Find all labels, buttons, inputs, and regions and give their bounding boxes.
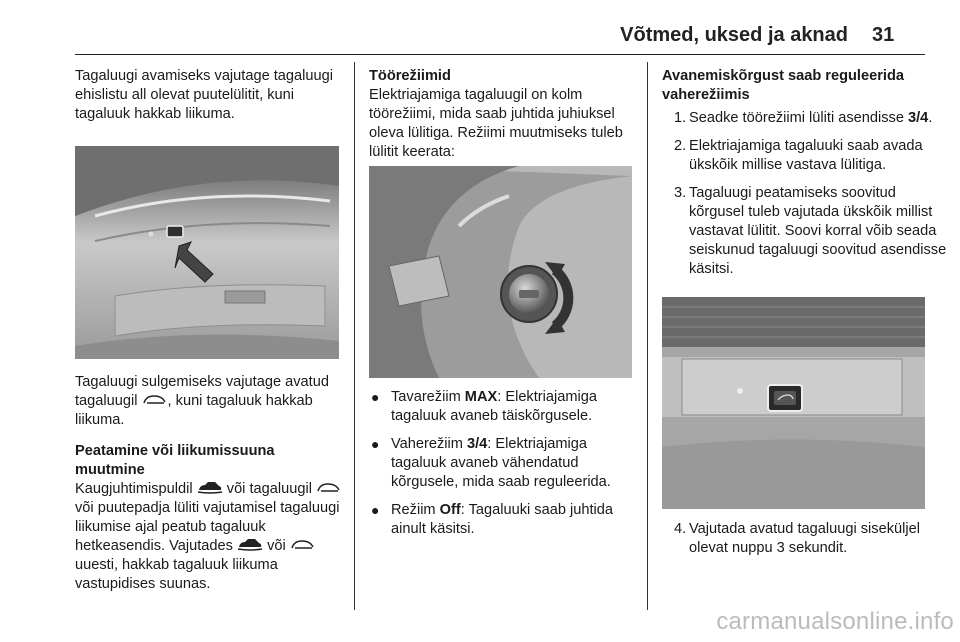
page-title: Võtmed, uksed ja aknad <box>620 24 848 46</box>
tailgate-icon <box>290 538 316 551</box>
tailgate-icon <box>316 481 342 494</box>
column-2 <box>369 67 639 162</box>
list-item: ● Tavarežiim MAX: Elektriajamiga tagaluuk avaneb täiskõrgusele. <box>371 389 597 424</box>
mode-switch-illustration <box>369 166 632 378</box>
list-item: 2. Elektriajamiga tagaluuki saab avada ükskõik millise vastava lülitiga. <box>674 138 923 173</box>
column-3-lower <box>662 520 948 567</box>
car-remote-icon <box>237 538 263 551</box>
list-item: 3. Tagaluugi peatamiseks soovitud kõrgusel tuleb vajutada ükskõik millist vastavat lülitit. Soovi korral võib seada seiskunud tagaluugi soovitud asendisse käsitsi. <box>674 185 947 277</box>
interior-button-illustration <box>662 297 925 509</box>
tailgate-icon <box>142 393 168 406</box>
car-remote-icon <box>197 481 223 494</box>
stop-heading: Peatamine või liikumissuuna muutmine <box>75 443 275 478</box>
column-3 <box>662 67 948 288</box>
modes-heading: Töörežiimid <box>369 68 451 84</box>
height-heading: Avanemiskõrgust saab reguleerida vaherežiimis <box>662 68 904 103</box>
intro-paragraph: Tagaluugi avamiseks vajutage tagaluugi ehislistu all olevat puutelülitit, kuni tagaluuk hakkab liikuma. <box>75 68 333 122</box>
page-number: 31 <box>872 24 895 46</box>
column-1 <box>75 67 347 124</box>
column-divider-1 <box>354 62 355 610</box>
header-rule <box>75 54 925 55</box>
stop-paragraph: Kaugjuhtimispuldil või tagaluugil või puutepadja lüliti vajutamisel tagaluugi liikumise ajal peatub tagaluuk hetkeasendis. Vajutades või uuesti, hakkab tagaluuk liikuma vastupidises suunas. <box>75 480 347 594</box>
list-item: 1. Seadke töörežiimi lüliti asendisse 3/4. <box>674 110 933 126</box>
column-2-lower <box>369 388 639 548</box>
column-divider-2 <box>647 62 648 610</box>
list-item: ● Režiim Off: Tagaluuki saab juhtida ainult käsitsi. <box>371 502 613 537</box>
height-steps <box>662 109 948 279</box>
close-paragraph: Tagaluugi sulgemiseks vajutage avatud tagaluugil , kuni tagaluuk hakkab liikuma. <box>75 374 329 428</box>
column-1-lower <box>75 373 347 594</box>
watermark: carmanualsonline.info <box>716 608 954 635</box>
list-item: ● Vaherežiim 3/4: Elektriajamiga tagaluuk avaneb vähendatud kõrgusele, mida saab reguleerida. <box>371 436 611 490</box>
modes-intro: Elektriajamiga tagaluugil on kolm töörežiimi, mida saab juhtida juhiuksel oleva lülitiga. Režiimi muutmiseks tuleb lülitit keerata: <box>369 87 623 160</box>
height-step-4 <box>662 520 948 558</box>
modes-list <box>369 388 639 539</box>
list-item: 4. Vajutada avatud tagaluugi siseküljel olevat nuppu 3 sekundit. <box>674 521 920 556</box>
tailgate-switch-illustration <box>75 146 339 359</box>
